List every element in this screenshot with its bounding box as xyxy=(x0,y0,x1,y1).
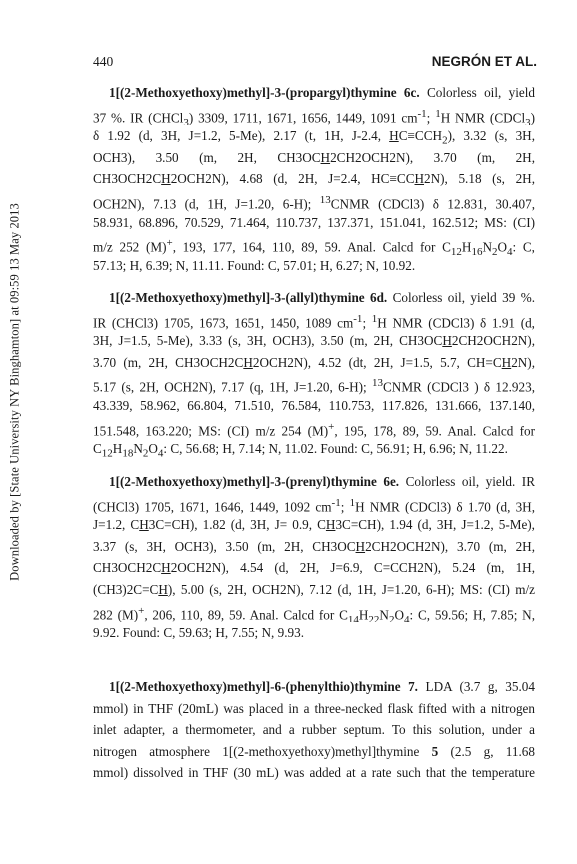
sidebar xyxy=(0,0,30,864)
text-line: CH3OCH2CH2OCH2N), 4.68 (d, 2H, J=2.4, HC≡CCH2N), 5.18 (s, 2H, xyxy=(93,171,535,187)
entry-7 xyxy=(93,676,535,784)
text-line: J=1.2, CH3C=CH), 1.82 (d, 3H, J= 0.9, CH3C=CH), 1.94 (d, 3H, J=1.2, 5-Me), xyxy=(93,517,535,533)
text-line: (CHCl3) 1705, 1671, 1646, 1449, 1092 $cm^{-1}$; $^1$H NMR (CDCl3) δ 1.70 (d, 3H, xyxy=(93,496,535,514)
text-line: inlet adapter, a thermometer, and a rubber septum. To this solution, under a xyxy=(93,722,535,738)
text-line: 3.37 (s, 3H, OCH3), 3.50 (m, 2H, CH3OCH2CH2OCH2N), 3.70 (m, 2H, xyxy=(93,538,535,554)
text-line: 1[(2-Methoxyethoxy)methyl]-3-(allyl)thymine 6d. Colorless oil, yield 39 %. xyxy=(109,290,535,305)
text-line: 3H, J=1.5, 5-Me), 3.33 (s, 3H, OCH3), 3.50 (m, 2H, CH3OCH2CH2OCH2N), xyxy=(93,333,535,349)
entry-6e xyxy=(93,471,535,644)
text-line: 1[(2-Methoxyethoxy)methyl]-6-(phenylthio)thymine 7. LDA (3.7 g, 35.04 xyxy=(109,679,535,694)
page-number: 440 xyxy=(93,54,114,69)
text-line: nitrogen atmosphere 1[(2-methoxyethoxy)methyl]thymine 5 (2.5 g, 11.68 xyxy=(93,743,535,759)
text-line: 43.339, 58.962, 66.804, 71.510, 76.584, 110.753, 117.826, 131.666, 137.140, xyxy=(93,397,535,413)
text-line: 1[(2-Methoxyethoxy)methyl]-3-(prenyl)thymine 6e. Colorless oil, yield. IR xyxy=(109,474,535,489)
text-line: 282 (M)+, 206, 110, 89, 59. Anal. Calcd for $C_{14}H_{22}N_2O_4$: C, 59.56; H, 7.85; N, xyxy=(93,604,535,623)
text-line: 1[(2-Methoxyethoxy)methyl]-3-(propargyl)thymine 6c. Colorless oil, yield xyxy=(109,85,535,100)
text-line: δ 1.92 (d, 3H, J=1.2, 5-Me), 2.17 (t, 1H, J-2.4, $HC\equiv CCH_2$), 3.32 (s, 3H, xyxy=(93,128,535,147)
text-line: 151.548, 163.220; MS: (CI) m/z 254 (M)+, 195, 178, 89, 59. Anal. Calcd for xyxy=(93,420,535,438)
download-note: Downloaded by [State University NY Binghamton] at 09:59 13 May 2013 xyxy=(7,203,22,581)
text-line: OCH3), 3.50 (m, 2H, CH3OCH2CH2OCH2N), 3.70 (m, 2H, xyxy=(93,149,535,165)
text-line: 3.70 (m, 2H, CH3OCH2CH2OCH2N), 4.52 (dt, 2H, J=1.5, 5.7, CH=CH2N), xyxy=(93,354,535,370)
text-line: IR (CHCl3) 1705, 1673, 1651, 1450, 1089 $cm^{-1}$; $^1$H NMR (CDCl3) δ 1.91 (d, xyxy=(93,312,535,330)
entry-6d xyxy=(93,287,535,460)
text-line: 9.92. Found: C, 59.63; H, 7.55; N, 9.93. xyxy=(93,625,305,641)
running-head: NEGRÓN ET AL. xyxy=(431,54,537,69)
text-line: mmol) dissolved in THF (30 mL) was added at a rate such that the temperature xyxy=(93,765,535,781)
text-line: (CH3)2C=CH), 5.00 (s, 2H, OCH2N), 7.12 (d, 1H, J=1.20, 6-H); MS: (CI) m/z xyxy=(93,581,535,597)
text-line: $C_{12}H_{18}N_2O_4$: C, 56.68; H, 7.14; N, 11.02. Found: C, 56.91; H, 6.96; N, 11.22. xyxy=(93,441,508,460)
text-line: OCH2N), 7.13 (d, 1H, J=1.20, 6-H); $^{13}$CNMR (CDCl3) δ 12.831, 30.407, xyxy=(93,193,535,212)
text-line: 37 %. IR (CHCl$_3$) 3309, 1711, 1671, 1656, 1449, 1091 $cm^{-1}$; $^1$H NMR (CDCl$_3$) xyxy=(93,107,535,126)
text-line: mmol) in THF (20mL) was placed in a three-necked flask fifted with a nitrogen xyxy=(93,700,535,716)
text-line: CH3OCH2CH2OCH2N), 4.54 (d, 2H, J=6.9, C=CCH2N), 5.24 (m, 1H, xyxy=(93,560,535,576)
text-line: m/z 252 (M)+, 193, 177, 164, 110, 89, 59. Anal. Calcd for $C_{12}H_{16}N_2O_4$: C, xyxy=(93,237,535,255)
text-line: 5.17 (s, 2H, OCH2N), 7.17 (q, 1H, J=1.20, 6-H); $^{13}$CNMR (CDCl3 ) δ 12.923, xyxy=(93,377,535,395)
entry-6c xyxy=(93,82,535,276)
text-line: 58.931, 68.896, 70.529, 71.464, 110.737, 137.371, 151.041, 162.512; MS: (CI) xyxy=(93,214,535,230)
text-line: 57.13; H, 6.39; N, 11.11. Found: C, 57.01; H, 6.27; N, 10.92. xyxy=(93,257,416,273)
